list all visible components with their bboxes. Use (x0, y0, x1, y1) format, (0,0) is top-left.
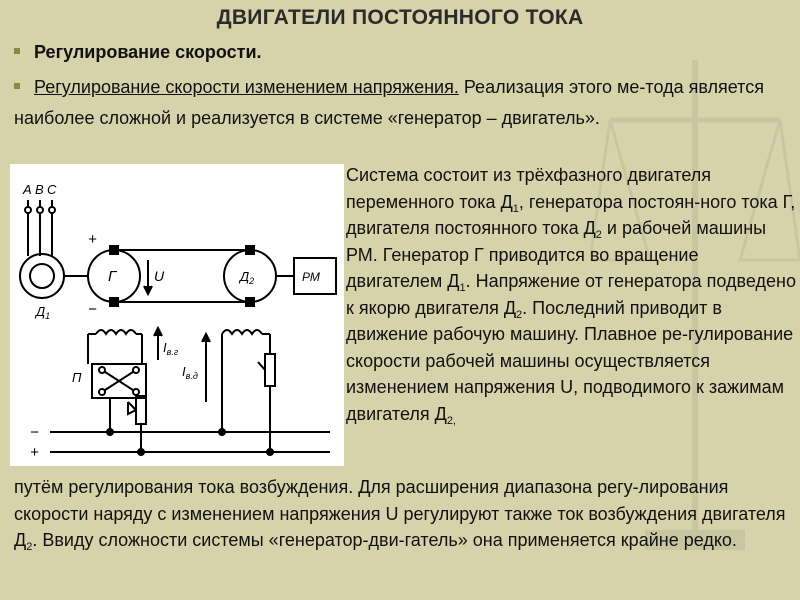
switch-label: П (72, 370, 82, 385)
bullet-square-icon (14, 48, 20, 54)
circuit-diagram (10, 164, 344, 466)
bullet-rest-text: Реализация этого ме-тода является наиболее сложной и реализуется в системе «генератор – двигатель». (14, 77, 764, 128)
motor2-label: $Д_2$ (240, 269, 255, 286)
plus-generator-label: + (88, 231, 97, 248)
system-description-text: Система состоит из трёхфазного двигателя переменного тока $Д_1$, генератора постоян-ного тока Г, двигателя постоянного тока $Д_2$ и рабочей машины РМ. Генератор Г приводится во вращение двигателем $Д_1$. Напряжение от генератора подведено к якорю двигателя $Д_2$. Последний приводит в движение рабочую машину. Плавное ре-гулирование скорости рабочей машины осуществляется изменением напряжения U, подводимого к зажимам двигателя $Д_{2,}$ (346, 165, 796, 427)
motor-field-current-label: $I_{в.д}$ (182, 364, 198, 381)
bullet-voltage-regulation (14, 72, 789, 134)
bus-plus-label: + (30, 444, 39, 461)
work-machine-label: РМ (302, 270, 320, 284)
bullet-speed-regulation (14, 40, 262, 64)
bus-minus-label: − (30, 424, 39, 441)
gen-field-current-label: $I_{в.г}$ (163, 340, 179, 357)
minus-generator-label: − (88, 301, 97, 318)
bullet-text: Регулирование скорости. (34, 42, 262, 62)
bullet-underlined-text: Регулирование скорости изменением напряжения. (34, 77, 459, 97)
circuit-diagram-svg (10, 164, 344, 466)
motor1-label: $Д_1$ (36, 304, 51, 321)
excitation-regulation-text: путём регулирования тока возбуждения. Для расширения диапазона регу-лирования скорости наряду с изменением напряжения U регулируют также ток возбуждения двигателя $Д_2$. Ввиду сложности системы «генератор-дви-гатель» она применяется крайне редко. (14, 477, 786, 553)
phase-a-label: A (23, 182, 32, 197)
generator-label: Г (108, 268, 117, 285)
phase-c-label: C (47, 182, 57, 197)
phase-b-label: B (35, 182, 44, 197)
bullet-square-icon (14, 83, 20, 89)
voltage-label: U (154, 268, 165, 284)
slide-title: ДВИГАТЕЛИ ПОСТОЯННОГО ТОКА (216, 6, 584, 29)
